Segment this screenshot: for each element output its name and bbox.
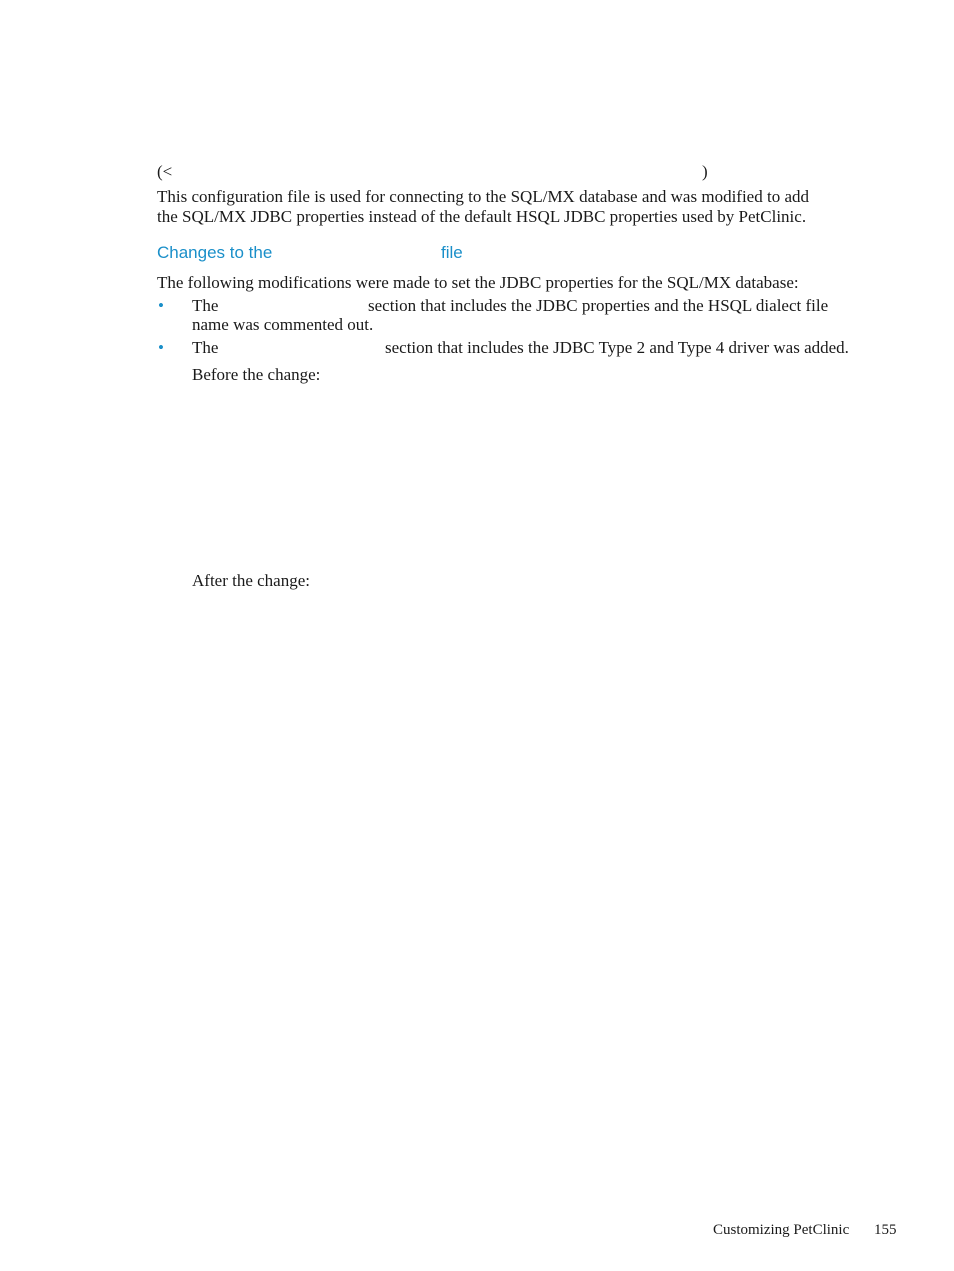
bullet-2-text: section that includes the JDBC Type 2 and Type 4 driver was added.: [385, 338, 849, 357]
section-heading-prefix: Changes to the: [157, 243, 273, 262]
bullet-1-the: The: [192, 296, 219, 315]
bullet-dot-1: •: [158, 296, 164, 315]
intro-line-2: the SQL/MX JDBC properties instead of the default HSQL JDBC properties used by PetClinic.: [157, 207, 807, 226]
path-open-paren: (<: [157, 162, 173, 181]
section-heading-suffix: file: [441, 243, 463, 262]
before-change-label: Before the change:: [192, 365, 321, 384]
footer-page-number: 155: [874, 1222, 897, 1238]
bullet-dot-2: •: [158, 338, 164, 357]
footer-section-title: Customizing PetClinic: [713, 1222, 850, 1238]
lead-in-text: The following modifications were made to set the JDBC properties for the SQL/MX database:: [157, 273, 799, 292]
path-close-paren: ): [702, 162, 708, 181]
bullet-1-continuation: name was commented out.: [192, 315, 374, 334]
intro-line-1: This configuration file is used for connecting to the SQL/MX database and was modified to add: [157, 187, 809, 206]
bullet-1-text: section that includes the JDBC properties and the HSQL dialect file: [368, 296, 829, 315]
after-change-label: After the change:: [192, 571, 310, 590]
bullet-2-the: The: [192, 338, 219, 357]
